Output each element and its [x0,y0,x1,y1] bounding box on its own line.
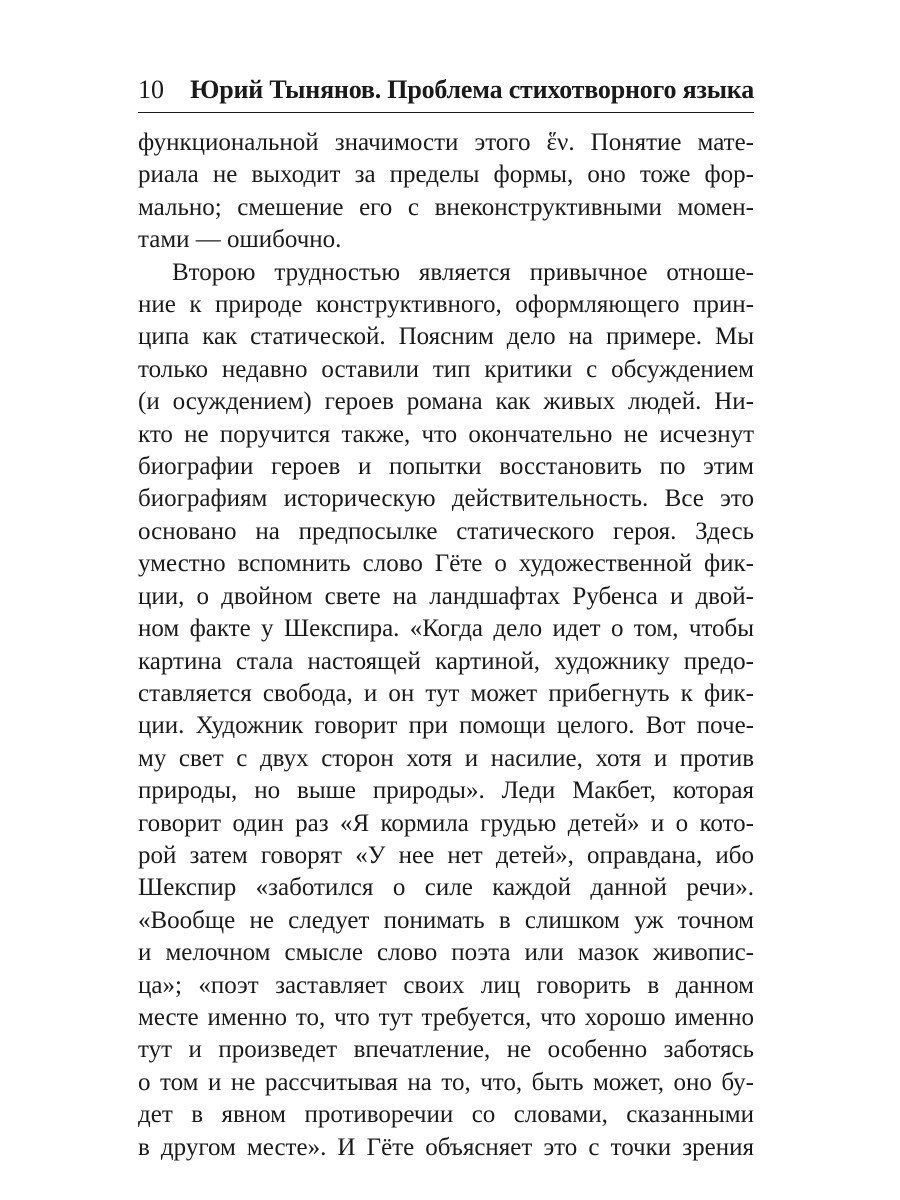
text-line: тут и произведет впечатление, не особенно заботясь [138,1036,754,1064]
text-line: о том и не рассчитывая на то, что, быть может, оно бу- [138,1068,754,1096]
text-line: му свет с двух сторон хотя и насилие, хотя и против [138,744,754,772]
text-line: рой затем говорят «У нее нет детей», оправдана, ибо [138,841,754,869]
text-line: ставляется свобода, и он тут может прибегнуть к фик- [138,679,754,707]
text-line: кто не поручится также, что окончательно не исчезнут [138,420,754,448]
text-line: мально; смешение его с внеконструктивными момен- [138,193,754,221]
text-line: в другом месте». И Гёте объясняет это с точки зрения [138,1133,754,1161]
body-text [138,127,754,1164]
text-line: только недавно оставили тип критики с обсуждением [138,355,754,383]
text-line: ципа как статической. Поясним дело на примере. Мы [138,323,754,351]
text-line: тами — ошибочно. [138,226,342,254]
text-line: и мелочном смысле слово поэта или мазок живопис- [138,939,754,967]
text-line: ние к природе конструктивного, оформляющего прин- [138,291,754,319]
page-number: 10 [138,75,164,104]
text-line: дет в явном противоречии со словами, сказанными [138,1101,754,1129]
text-line: ца»; «поэт заставляет своих лиц говорить в данном [138,971,754,999]
text-line: говорит один раз «Я кормила грудью детей» и о кото- [138,809,754,837]
text-line: ции. Художник говорит при помощи целого. Вот поче- [138,712,754,740]
text-line: месте именно то, что тут требуется, что хорошо именно [138,1003,754,1031]
text-line: (и осуждением) героев романа как живых людей. Ни- [138,388,754,416]
text-line: основано на предпосылке статического героя. Здесь [138,517,754,545]
text-line: Шекспир «заботился о силе каждой данной речи». [138,874,754,902]
text-line: биографии героев и попытки восстановить по этим [138,453,754,481]
text-line: природы, но выше природы». Леди Макбет, которая [138,777,754,805]
running-title: Юрий Тынянов. Проблема стихотворного языка [190,75,754,104]
text-line: картина стала настоящей картиной, художнику предо- [138,647,754,675]
text-line: «Вообще не следует понимать в слишком уж точном [138,906,754,934]
paragraph-first-line: Второю трудностью является привычное отноше- [172,258,754,286]
text-line: уместно вспомнить слово Гёте о художественной фик- [138,550,754,578]
text-line: риала не выходит за пределы формы, оно тоже фор- [138,161,754,189]
text-line: ции, о двойном свете на ландшафтах Рубенса и двой- [138,582,754,610]
text-line: ном факте у Шекспира. «Когда дело идет о том, чтобы [138,615,754,643]
running-head [138,74,754,113]
text-line: функциональной значимости этого ἕν. Понятие мате- [138,129,754,156]
text-line: биографиям историческую действительность. Все это [138,485,754,513]
book-page [138,74,754,1164]
